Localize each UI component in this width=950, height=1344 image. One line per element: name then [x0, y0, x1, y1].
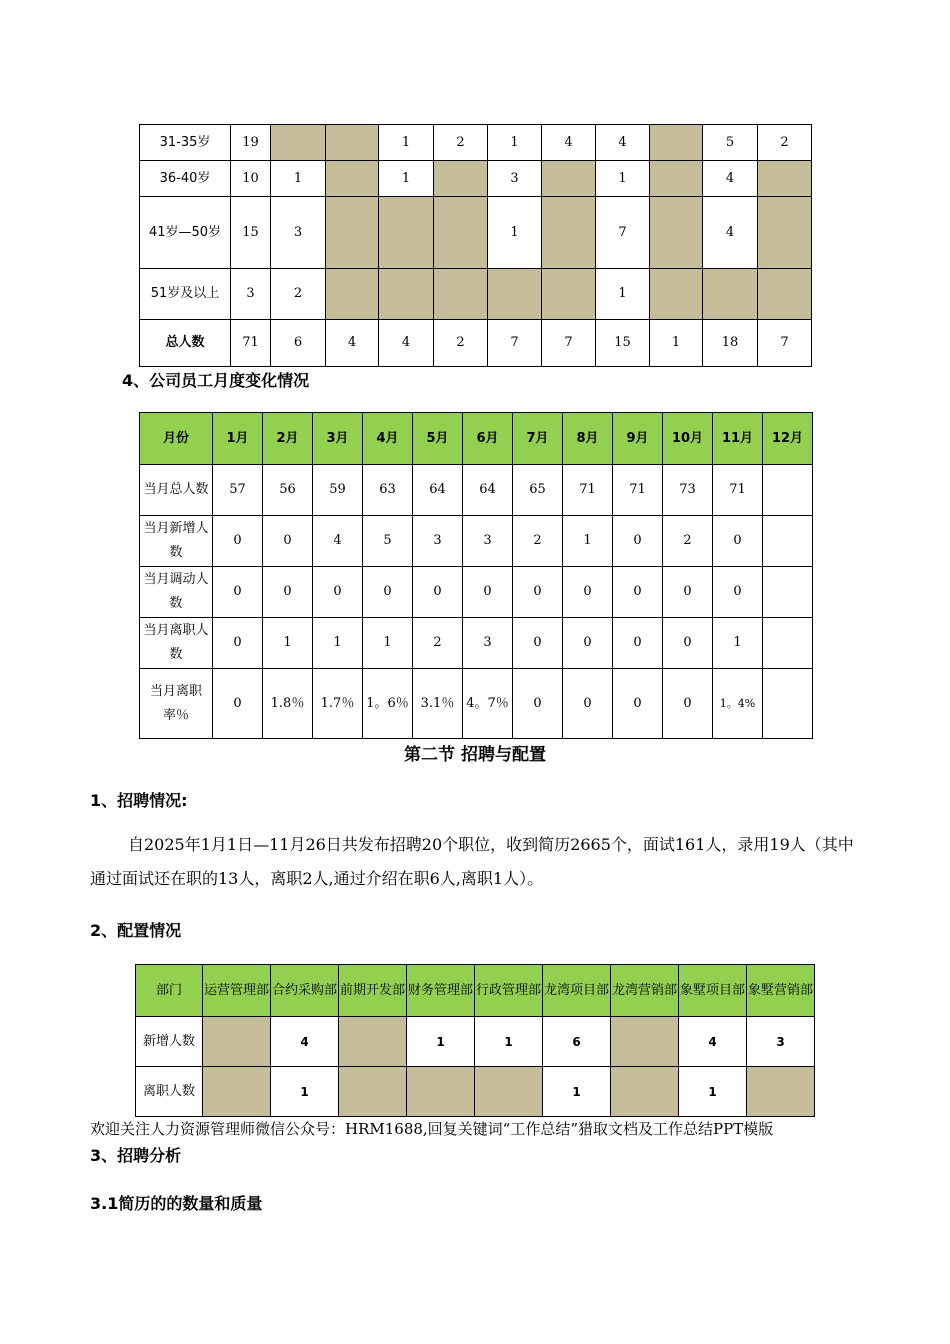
table-cell [763, 465, 813, 516]
table-cell: 7 [542, 320, 596, 367]
table-cell: 0 [513, 669, 563, 739]
header-cell: 部门 [136, 965, 203, 1017]
table-cell: 0 [213, 516, 263, 567]
table-row [140, 320, 812, 367]
table-cell: 0 [713, 567, 763, 618]
row-label: 31-35岁 [140, 125, 231, 161]
table-row [140, 125, 812, 161]
table-cell: 65 [513, 465, 563, 516]
table-cell: 0 [613, 669, 663, 739]
table-cell: 2 [271, 269, 326, 320]
table-cell: 64 [463, 465, 513, 516]
table-cell: 0 [613, 567, 663, 618]
table-cell: 2 [434, 125, 488, 161]
header-cell: 财务管理部 [407, 965, 475, 1017]
table-cell [326, 125, 379, 161]
table-cell: 1 [475, 1017, 543, 1067]
table-cell [475, 1067, 543, 1117]
table-cell [542, 161, 596, 197]
header-cell: 前期开发部 [339, 965, 407, 1017]
table-cell: 0 [313, 567, 363, 618]
table-cell: 1.8％ [263, 669, 313, 739]
header-cell: 6月 [463, 413, 513, 465]
table-cell: 4 [596, 125, 650, 161]
table-cell [407, 1067, 475, 1117]
table-cell [271, 125, 326, 161]
header-cell: 4月 [363, 413, 413, 465]
table-cell: 5 [363, 516, 413, 567]
table-row [140, 269, 812, 320]
table-cell: 4 [379, 320, 434, 367]
row-label: 36-40岁 [140, 161, 231, 197]
table-row [140, 618, 813, 669]
header-cell: 月份 [140, 413, 213, 465]
table-cell [488, 269, 542, 320]
header-cell: 10月 [663, 413, 713, 465]
table-cell: 71 [613, 465, 663, 516]
table-cell [542, 197, 596, 269]
table-cell: 1 [596, 161, 650, 197]
table-cell: 3 [231, 269, 271, 320]
table-row [140, 516, 813, 567]
table-cell: 1 [563, 516, 613, 567]
header-cell: 11月 [713, 413, 763, 465]
row-label: 总人数 [140, 320, 231, 367]
table-cell [339, 1017, 407, 1067]
table-cell: 0 [213, 567, 263, 618]
table-row [136, 1017, 815, 1067]
table-cell [434, 161, 488, 197]
table-cell: 18 [703, 320, 758, 367]
table-cell: 3 [463, 618, 513, 669]
table-cell: 71 [231, 320, 271, 367]
table-cell [763, 669, 813, 739]
table-header-row [140, 413, 813, 465]
header-cell: 行政管理部 [475, 965, 543, 1017]
table-cell: 63 [363, 465, 413, 516]
table-cell [758, 197, 812, 269]
table-cell: 0 [463, 567, 513, 618]
table-cell [747, 1067, 815, 1117]
table-cell: 1 [263, 618, 313, 669]
table-cell: 4 [313, 516, 363, 567]
header-cell: 2月 [263, 413, 313, 465]
table-cell [326, 197, 379, 269]
table-cell [203, 1017, 271, 1067]
table-cell [611, 1067, 679, 1117]
age-distribution-table [139, 124, 812, 367]
table-cell: 15 [596, 320, 650, 367]
header-cell: 合约采购部 [271, 965, 339, 1017]
table-cell: 1 [543, 1067, 611, 1117]
table-cell: 0 [413, 567, 463, 618]
table-row [140, 161, 812, 197]
analysis-heading: 3、招聘分析 [90, 1146, 182, 1165]
table-cell: 4 [703, 161, 758, 197]
table-cell: 0 [663, 567, 713, 618]
table-cell [763, 516, 813, 567]
table-cell: 0 [263, 516, 313, 567]
table-cell: 2 [434, 320, 488, 367]
table-cell: 0 [613, 516, 663, 567]
section-heading: 4、公司员工月度变化情况 [122, 371, 310, 390]
table-cell: 1 [271, 161, 326, 197]
header-cell: 9月 [613, 413, 663, 465]
row-label: 离职人数 [136, 1067, 203, 1117]
table-cell: 19 [231, 125, 271, 161]
table-cell [326, 269, 379, 320]
table-cell [379, 197, 434, 269]
table-cell: 0 [563, 567, 613, 618]
row-label: 当月调动人数 [140, 567, 213, 618]
table-cell: 0 [713, 516, 763, 567]
table-cell: 0 [663, 669, 713, 739]
table-cell: 1 [650, 320, 703, 367]
table-cell: 10 [231, 161, 271, 197]
row-label: 当月离职率％ [140, 669, 213, 739]
table-cell: 7 [596, 197, 650, 269]
header-cell: 龙湾营销部 [611, 965, 679, 1017]
table-cell: 2 [513, 516, 563, 567]
table-cell [542, 269, 596, 320]
recruit-paragraph: 自2025年1月1日—11月26日共发布招聘20个职位，收到简历2665个，面试161人，录用19人（其中通过面试还在职的13人，离职2人,通过介绍在职6人,离职1人）。 [90, 835, 854, 888]
table-cell: 1 [679, 1067, 747, 1117]
table-cell: 57 [213, 465, 263, 516]
table-cell: 0 [263, 567, 313, 618]
table-cell: 3 [413, 516, 463, 567]
table-cell: 1 [313, 618, 363, 669]
table-cell: 0 [513, 567, 563, 618]
table-cell [763, 567, 813, 618]
table-cell: 3 [488, 161, 542, 197]
header-cell: 象墅营销部 [747, 965, 815, 1017]
table-cell: 5 [703, 125, 758, 161]
table-cell [650, 197, 703, 269]
row-label: 当月离职人数 [140, 618, 213, 669]
table-cell: 71 [713, 465, 763, 516]
header-cell: 7月 [513, 413, 563, 465]
table-row [140, 465, 813, 516]
recruit-heading: 1、招聘情况: [90, 791, 188, 810]
department-config-table [135, 964, 815, 1117]
table-cell [326, 161, 379, 197]
table-row [140, 567, 813, 618]
table-cell: 15 [231, 197, 271, 269]
table-cell: 4 [703, 197, 758, 269]
table-cell: 0 [613, 618, 663, 669]
table-cell [434, 197, 488, 269]
table-cell: 1。6％ [363, 669, 413, 739]
table-cell: 0 [363, 567, 413, 618]
table-cell: 2 [663, 516, 713, 567]
table-cell: 3 [463, 516, 513, 567]
config-heading: 2、配置情况 [90, 921, 182, 940]
table-row [136, 1067, 815, 1117]
table-cell [203, 1067, 271, 1117]
header-cell: 1月 [213, 413, 263, 465]
table-cell: 7 [488, 320, 542, 367]
table-row [140, 197, 812, 269]
row-label: 51岁及以上 [140, 269, 231, 320]
table-cell: 6 [271, 320, 326, 367]
table-cell [434, 269, 488, 320]
table-cell [379, 269, 434, 320]
table-cell [650, 125, 703, 161]
table-row [140, 669, 813, 739]
table-cell: 0 [563, 618, 613, 669]
table-cell: 1 [713, 618, 763, 669]
table-cell: 4。7％ [463, 669, 513, 739]
table-cell: 1 [488, 197, 542, 269]
table-cell: 71 [563, 465, 613, 516]
row-label: 当月新增人数 [140, 516, 213, 567]
table-cell: 1.7％ [313, 669, 363, 739]
table-cell [611, 1017, 679, 1067]
table-cell: 1 [363, 618, 413, 669]
table-cell [758, 161, 812, 197]
table-cell: 0 [213, 618, 263, 669]
table-cell: 64 [413, 465, 463, 516]
table-cell [650, 161, 703, 197]
table-cell: 1 [379, 125, 434, 161]
table-cell: 0 [663, 618, 713, 669]
table-cell: 56 [263, 465, 313, 516]
table-cell: 4 [542, 125, 596, 161]
table-cell: 1 [379, 161, 434, 197]
row-label: 当月总人数 [140, 465, 213, 516]
header-cell: 3月 [313, 413, 363, 465]
footer-note: 欢迎关注人力资源管理师微信公众号：HRM1688,回复关键词“工作总结”猎取文档及工作总结PPT模版 [90, 1120, 774, 1138]
table-cell: 1 [407, 1017, 475, 1067]
table-cell: 2 [758, 125, 812, 161]
table-cell [650, 269, 703, 320]
table-cell: 1 [488, 125, 542, 161]
table-cell [339, 1067, 407, 1117]
row-label: 新增人数 [136, 1017, 203, 1067]
table-cell [758, 269, 812, 320]
table-cell [763, 618, 813, 669]
header-cell: 象墅项目部 [679, 965, 747, 1017]
header-cell: 龙湾项目部 [543, 965, 611, 1017]
table-cell: 7 [758, 320, 812, 367]
table-cell: 0 [213, 669, 263, 739]
table-cell: 1 [271, 1067, 339, 1117]
table-cell: 59 [313, 465, 363, 516]
analysis-subheading: 3.1简历的的数量和质量 [90, 1194, 263, 1213]
section-title: 第二节 招聘与配置 [404, 745, 546, 765]
table-cell: 2 [413, 618, 463, 669]
header-cell: 5月 [413, 413, 463, 465]
table-cell: 4 [679, 1017, 747, 1067]
table-cell: 3.1％ [413, 669, 463, 739]
table-cell: 3 [747, 1017, 815, 1067]
table-header-row [136, 965, 815, 1017]
table-cell [703, 269, 758, 320]
monthly-change-table [139, 412, 813, 739]
table-cell: 4 [271, 1017, 339, 1067]
header-cell: 运营管理部 [203, 965, 271, 1017]
table-cell: 4 [326, 320, 379, 367]
table-cell: 73 [663, 465, 713, 516]
header-cell: 12月 [763, 413, 813, 465]
table-cell: 1 [596, 269, 650, 320]
table-cell: 3 [271, 197, 326, 269]
table-cell: 0 [513, 618, 563, 669]
table-cell: 0 [563, 669, 613, 739]
header-cell: 8月 [563, 413, 613, 465]
table-cell: 1。4% [713, 669, 763, 739]
table-cell: 6 [543, 1017, 611, 1067]
row-label: 41岁—50岁 [140, 197, 231, 269]
